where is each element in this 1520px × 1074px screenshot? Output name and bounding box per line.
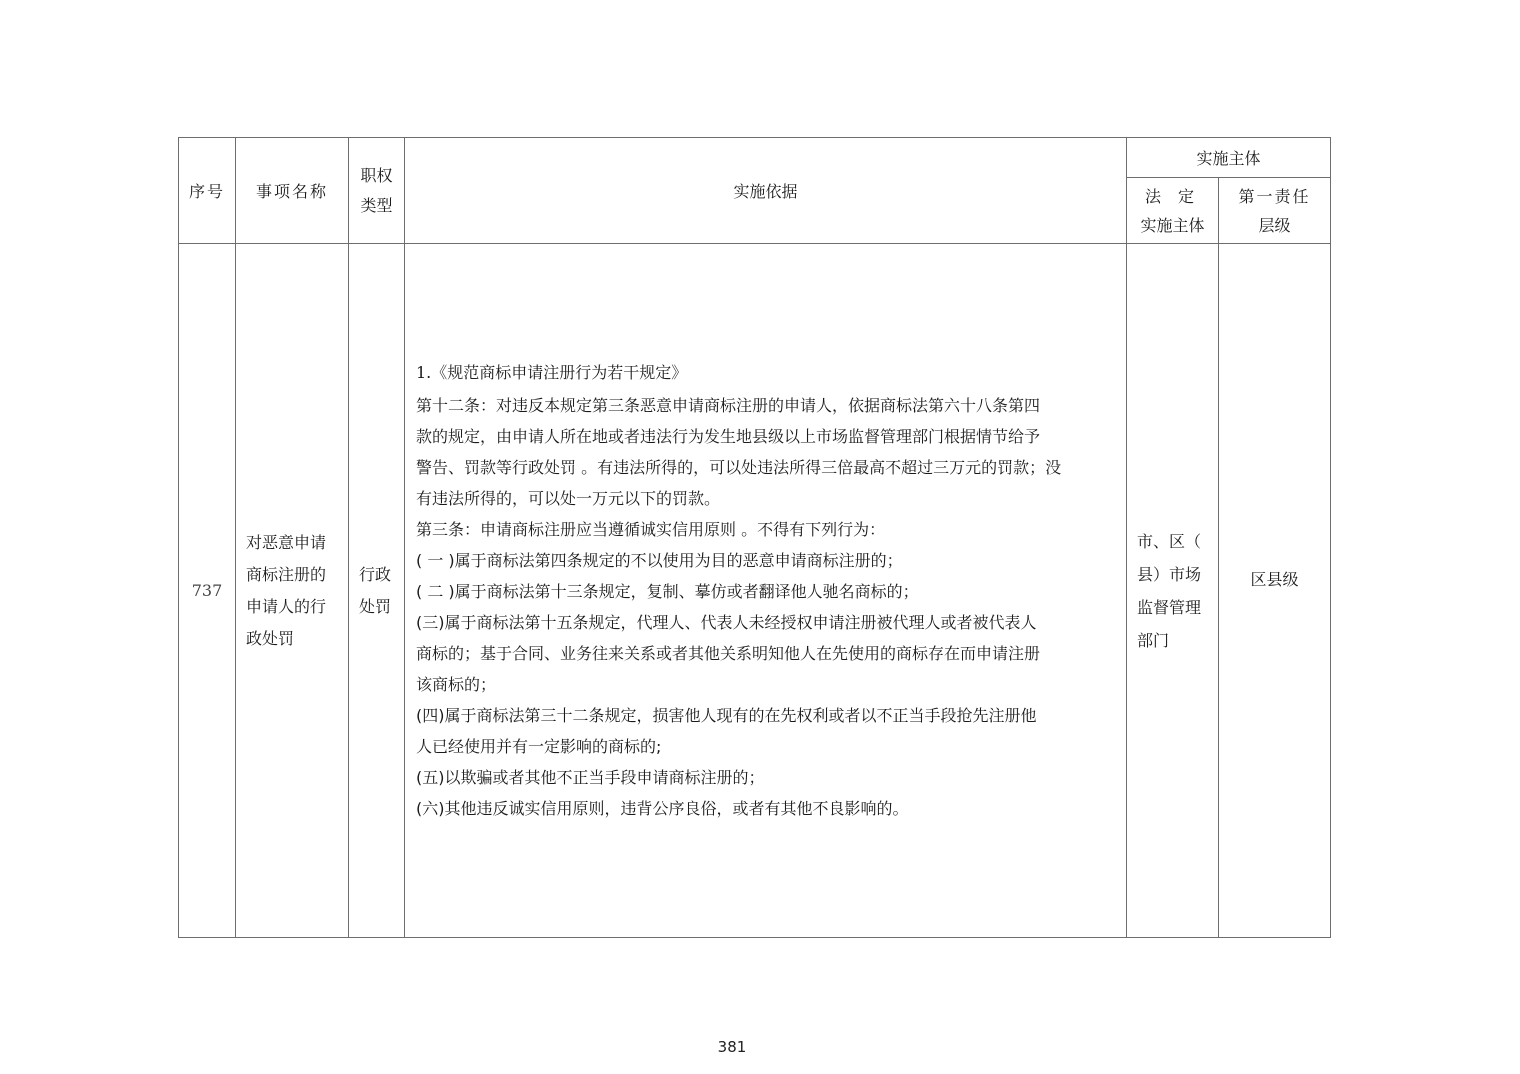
basis-line: 该商标的； — [416, 675, 497, 694]
header-responsibility-level-line1: 第一责任 — [1238, 186, 1311, 206]
basis-line: 商标的；基于合同、业务往来关系或者其他关系明知他人在先使用的商标存在而申请注册 — [416, 644, 1041, 663]
basis-line: 有违法所得的，可以处一万元以下的罚款。 — [416, 489, 721, 508]
header-responsibility-level — [1219, 178, 1331, 244]
row-legal-subject — [1127, 244, 1219, 938]
row-seq: 737 — [179, 244, 236, 938]
row-authority-type-line: 处罚 — [359, 596, 392, 616]
basis-line: 第十二条：对违反本规定第三条恶意申请商标注册的申请人，依据商标法第六十八条第四 — [416, 396, 1041, 415]
row-item-name-line: 政处罚 — [246, 628, 295, 648]
basis-line: (三)属于商标法第十五条规定，代理人、代表人未经授权申请注册被代理人或者被代表人 — [416, 613, 1037, 632]
row-basis — [405, 244, 1127, 938]
basis-line: ( 二 )属于商标法第十三条规定，复制、摹仿或者翻译他人驰名商标的； — [416, 582, 919, 601]
table-row — [179, 244, 1331, 938]
basis-line: 款的规定，由申请人所在地或者违法行为发生地县级以上市场监督管理部门根据情节给予 — [416, 427, 1041, 446]
row-item-name-line: 对恶意申请 — [246, 532, 327, 552]
basis-line: (四)属于商标法第三十二条规定，损害他人现有的在先权利或者以不正当手段抢先注册他 — [416, 706, 1037, 725]
row-item-name-line: 商标注册的 — [246, 564, 327, 584]
basis-line: (六)其他违反诚实信用原则，违背公序良俗，或者有其他不良影响的。 — [416, 799, 909, 818]
header-subject-group: 实施主体 — [1127, 138, 1331, 178]
row-responsibility-level — [1219, 244, 1331, 938]
header-authority-type-line1: 职权 — [360, 165, 393, 185]
header-legal-subject-line2: 实施主体 — [1140, 215, 1205, 235]
header-legal-subject — [1127, 178, 1219, 244]
row-item-name-line: 申请人的行 — [246, 596, 327, 616]
row-responsibility-level-text: 区县级 — [1250, 570, 1299, 589]
header-legal-subject-line1: 法 定 — [1144, 186, 1201, 206]
authority-table — [178, 137, 1331, 938]
row-legal-subject-line: 监督管理 — [1137, 597, 1202, 617]
row-item-name — [236, 244, 349, 938]
header-authority-type-line2: 类型 — [360, 195, 393, 215]
basis-line: (五)以欺骗或者其他不正当手段申请商标注册的； — [416, 768, 765, 787]
header-seq: 序号 — [179, 138, 236, 244]
basis-title: 1.《规范商标申请注册行为若干规定》 — [416, 363, 688, 382]
row-legal-subject-line: 部门 — [1137, 630, 1170, 650]
basis-line: ( 一 )属于商标法第四条规定的不以使用为目的恶意申请商标注册的； — [416, 551, 903, 570]
basis-line: 警告、罚款等行政处罚 。有违法所得的，可以处违法所得三倍最高不超过三万元的罚款；没 — [416, 458, 1062, 477]
row-legal-subject-line: 市、区（ — [1137, 531, 1202, 551]
header-item-name: 事项名称 — [236, 138, 349, 244]
header-row — [179, 138, 1331, 178]
header-responsibility-level-line2: 层级 — [1258, 215, 1291, 235]
header-authority-type — [349, 138, 405, 244]
row-legal-subject-line: 县）市场 — [1137, 564, 1202, 584]
header-basis: 实施依据 — [405, 138, 1127, 244]
row-authority-type-line: 行政 — [359, 564, 392, 584]
row-authority-type — [349, 244, 405, 938]
page-number: 381 — [717, 1038, 747, 1056]
basis-line: 第三条：申请商标注册应当遵循诚实信用原则 。不得有下列行为： — [416, 520, 886, 539]
basis-line: 人已经使用并有一定影响的商标的; — [416, 737, 662, 756]
